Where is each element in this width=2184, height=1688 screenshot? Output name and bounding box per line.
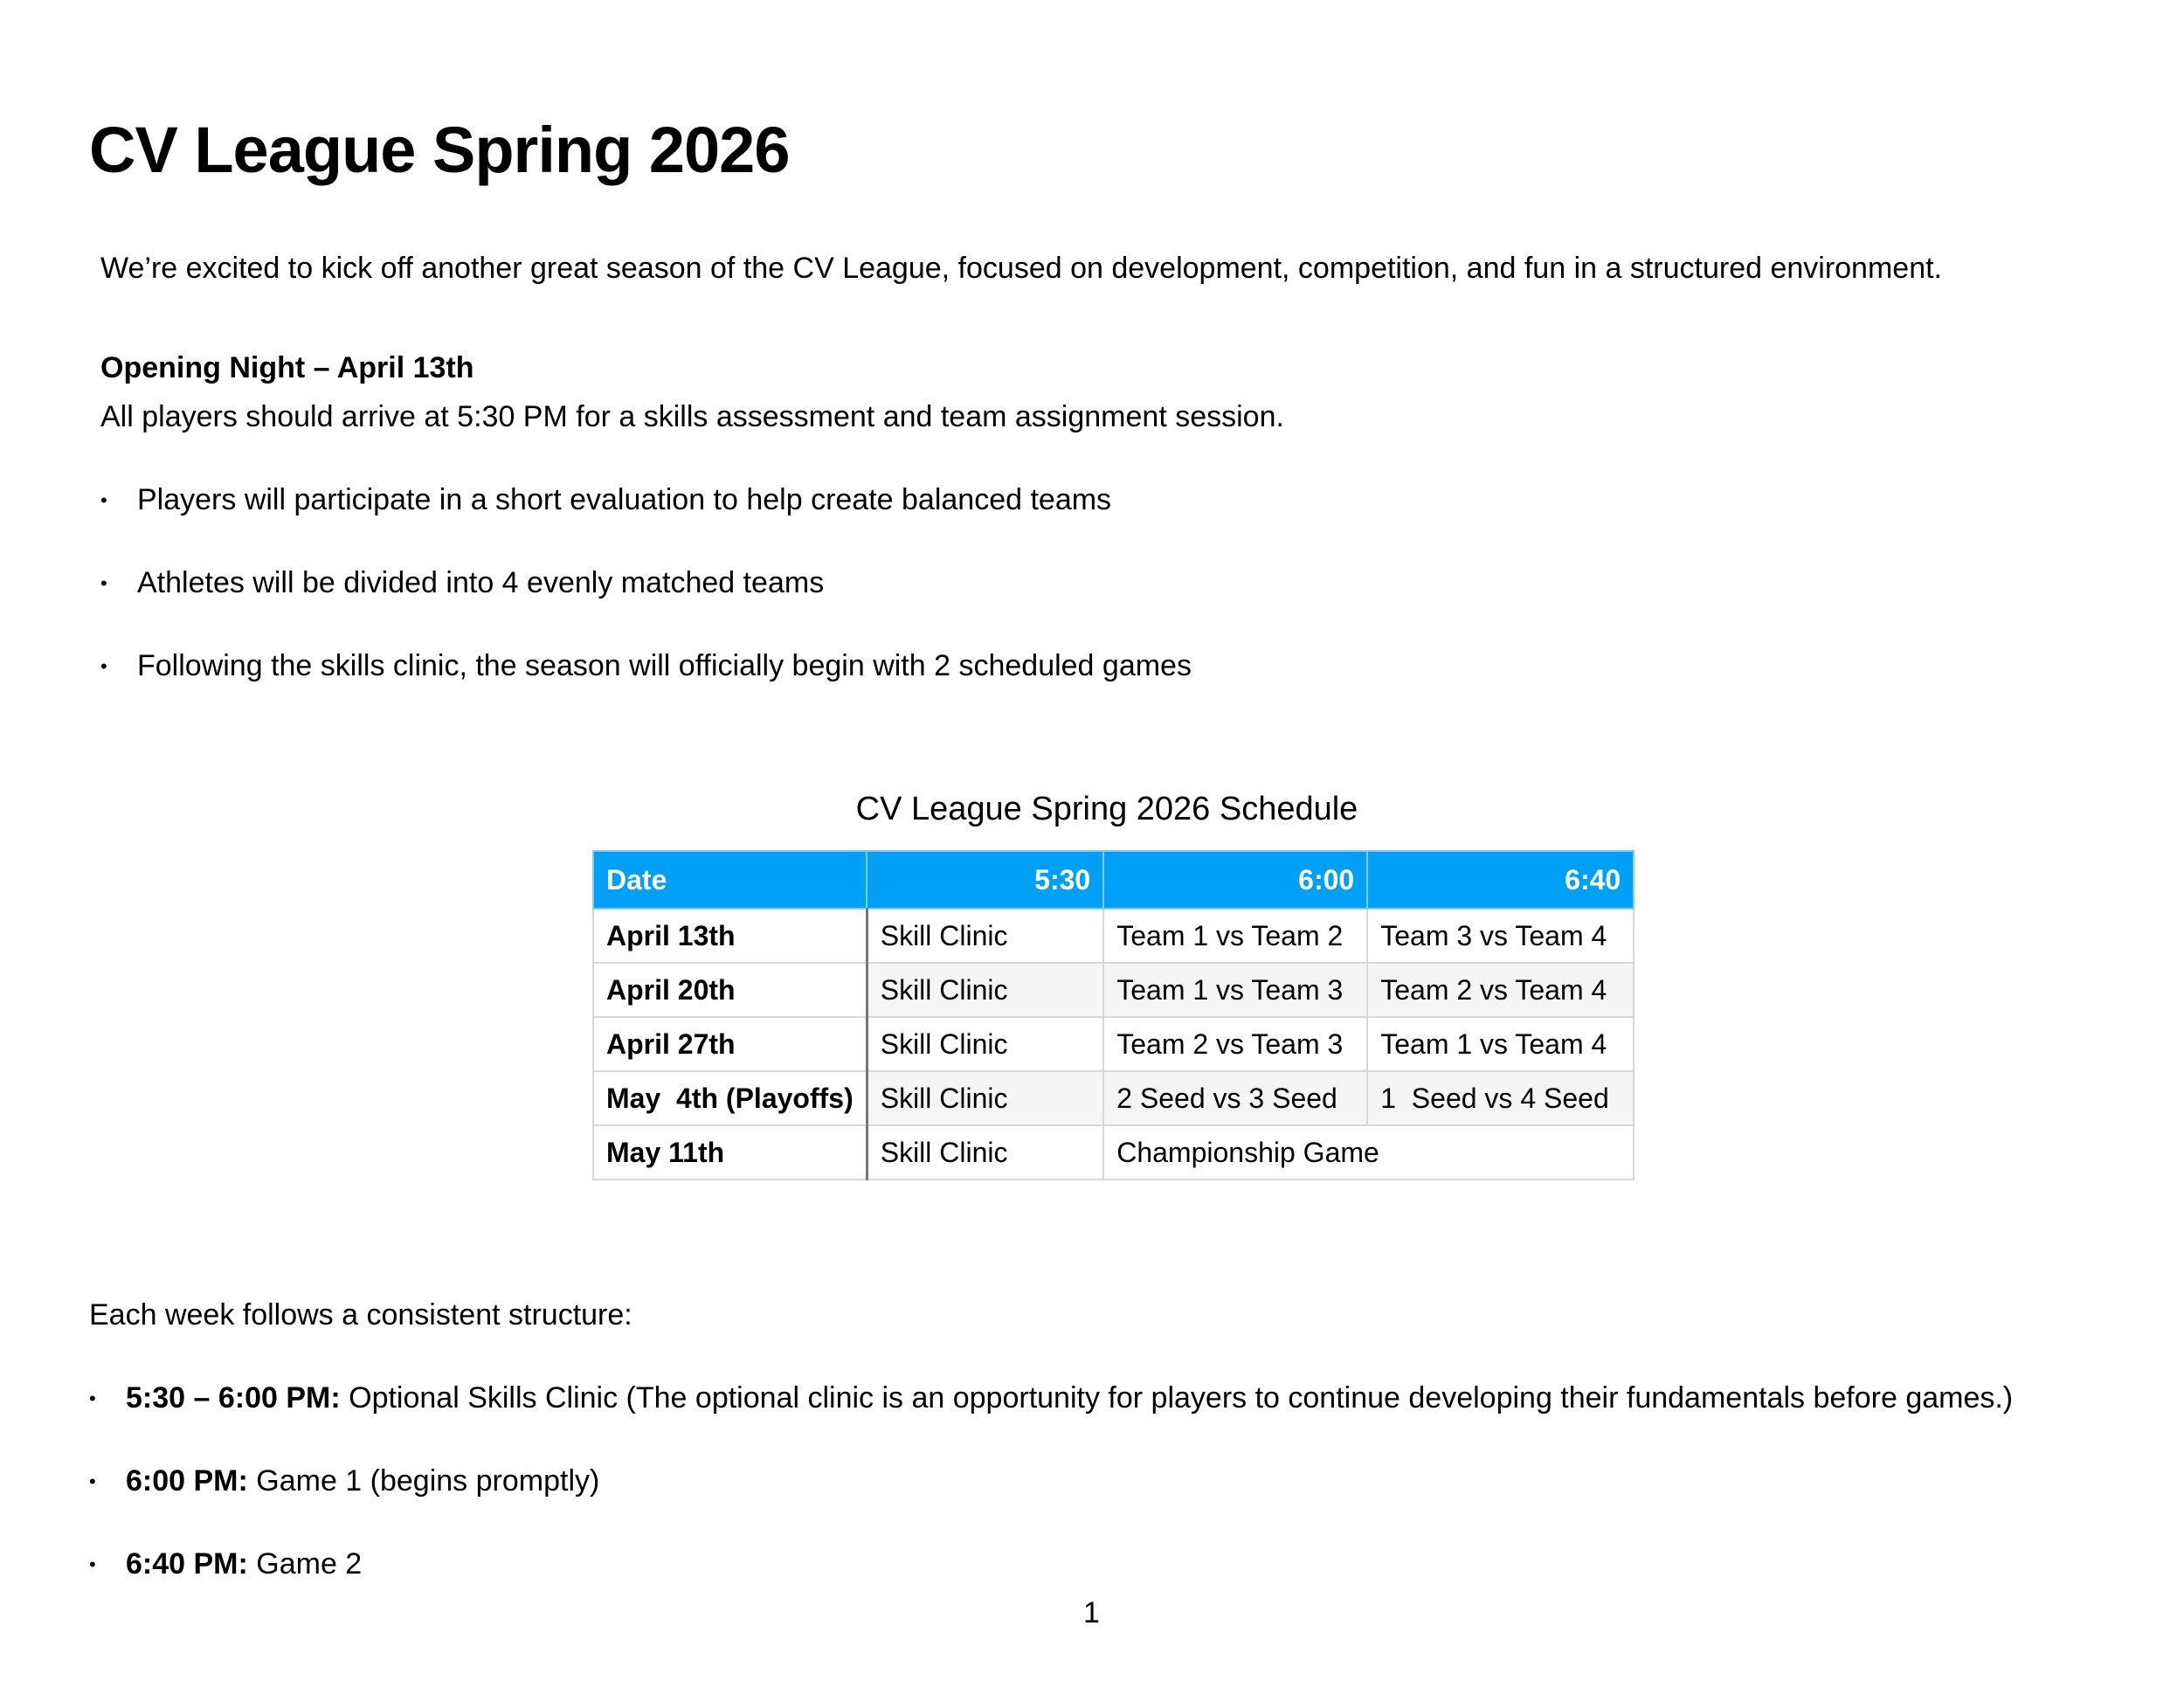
cell-530: Skill Clinic (867, 1017, 1103, 1071)
cell-championship: Championship Game (1103, 1125, 1634, 1180)
cell-600: 2 Seed vs 3 Seed (1103, 1071, 1367, 1125)
weekly-item (126, 1380, 2013, 1416)
cell-600: Team 1 vs Team 2 (1103, 909, 1367, 963)
bullet-icon: • (100, 655, 107, 677)
bullet-icon: • (100, 489, 107, 511)
cell-530: Skill Clinic (867, 909, 1103, 963)
cell-640: 1 Seed vs 4 Seed (1367, 1071, 1634, 1125)
cell-600: Team 1 vs Team 3 (1103, 963, 1367, 1017)
table-row (593, 1125, 1634, 1180)
bullet-icon: • (89, 1553, 96, 1575)
cell-date: May 4th (Playoffs) (593, 1071, 867, 1125)
weekly-desc: Game 1 (begins promptly) (247, 1464, 600, 1498)
page-title: CV League Spring 2026 (89, 114, 790, 186)
weekly-time: 5:30 – 6:00 PM: (126, 1381, 341, 1415)
header-600: 6:00 (1103, 851, 1367, 909)
opening-heading: Opening Night – April 13th (100, 351, 474, 384)
weekly-desc: Game 2 (247, 1547, 363, 1581)
bullet-text: Players will participate in a short evaluation to help create balanced teams (137, 483, 1112, 516)
bullet-icon: • (89, 1387, 96, 1409)
opening-text: All players should arrive at 5:30 PM for a skills assessment and team assignment session. (100, 400, 1284, 433)
cell-date: April 13th (593, 909, 867, 963)
weekly-time: 6:40 PM: (126, 1547, 248, 1581)
table-row (593, 963, 1634, 1017)
bullet-text: Following the skills clinic, the season will officially begin with 2 scheduled games (137, 649, 1192, 682)
cell-600: Team 2 vs Team 3 (1103, 1017, 1367, 1071)
weekly-desc: Optional Skills Clinic (The optional clinic is an opportunity for players to continue developing their fundamentals before games.) (340, 1381, 2014, 1415)
intro-paragraph: We’re excited to kick off another great season of the CV League, focused on development, competition, and fun in a structured environment. (100, 252, 1942, 285)
cell-date: May 11th (593, 1125, 867, 1180)
weekly-item (126, 1463, 599, 1499)
weekly-time: 6:00 PM: (126, 1464, 248, 1498)
table-row (593, 1071, 1634, 1125)
cell-640: Team 2 vs Team 4 (1367, 963, 1634, 1017)
cell-640: Team 3 vs Team 4 (1367, 909, 1634, 963)
schedule-table (592, 850, 1635, 1180)
bullet-icon: • (89, 1470, 96, 1492)
table-row (593, 909, 1634, 963)
cell-530: Skill Clinic (867, 1125, 1103, 1180)
header-640: 6:40 (1367, 851, 1634, 909)
cell-date: April 20th (593, 963, 867, 1017)
weekly-intro: Each week follows a consistent structure: (89, 1298, 632, 1332)
weekly-item (126, 1546, 362, 1582)
schedule-header-row (593, 851, 1634, 909)
page-number: 1 (1083, 1596, 1100, 1629)
cell-date: April 27th (593, 1017, 867, 1071)
cell-530: Skill Clinic (867, 1071, 1103, 1125)
bullet-icon: • (100, 572, 107, 594)
cell-530: Skill Clinic (867, 963, 1103, 1017)
bullet-text: Athletes will be divided into 4 evenly matched teams (137, 566, 825, 599)
table-row (593, 1017, 1634, 1071)
header-date: Date (593, 851, 867, 909)
header-530: 5:30 (867, 851, 1103, 909)
cell-640: Team 1 vs Team 4 (1367, 1017, 1634, 1071)
schedule-caption: CV League Spring 2026 Schedule (855, 791, 1358, 827)
